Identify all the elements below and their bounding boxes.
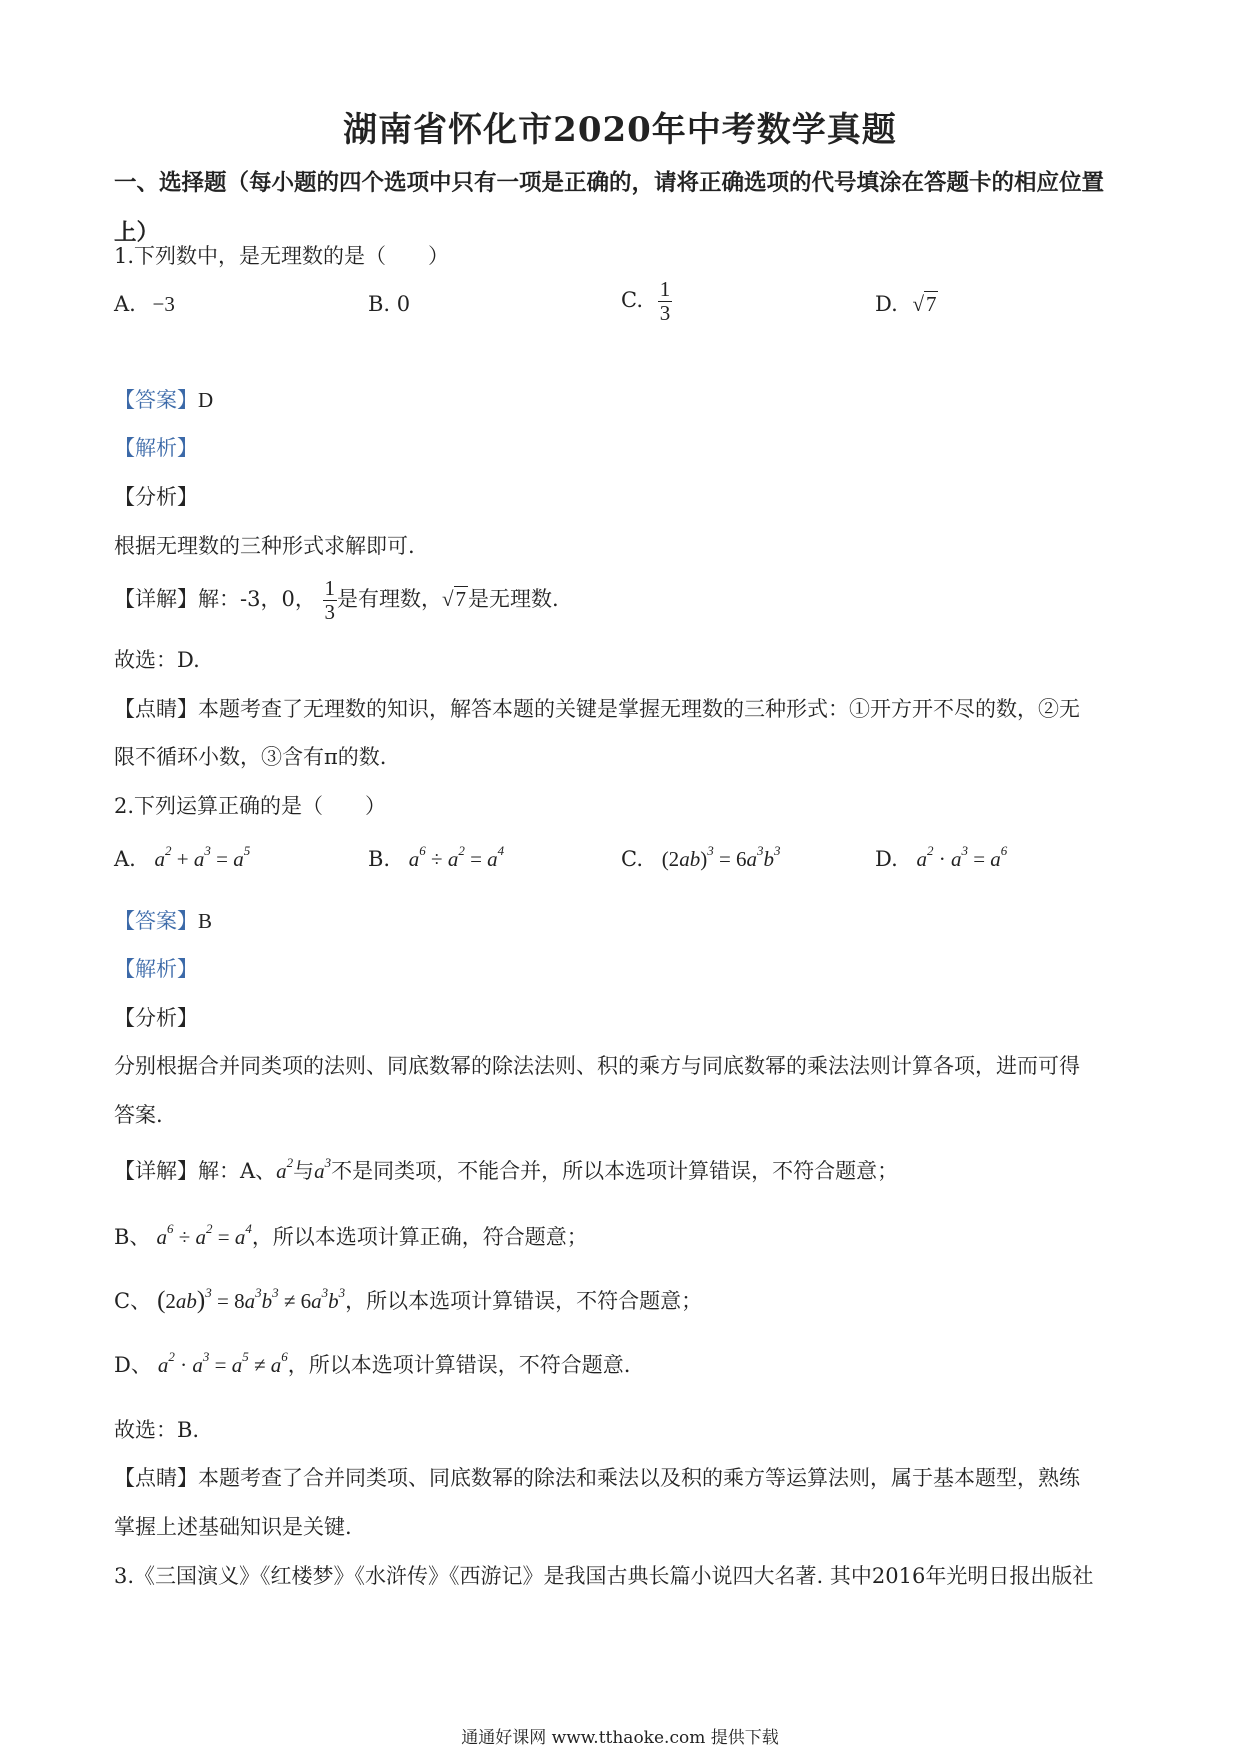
question-2-stem: 2.下列运算正确的是（ ） bbox=[114, 794, 387, 818]
q2-option-b: B. $a^6 \div a^2 = a^4$ bbox=[368, 843, 505, 871]
q1-jiexi-label: 【解析】 bbox=[114, 436, 198, 460]
fraction-one-third: $\frac{1}{3}$ bbox=[659, 277, 671, 326]
question-3-stem: 3.《三国演义》《红楼梦》《水浒传》《西游记》是我国古典长篇小说四大名著. 其中2016年光明日报出版社 bbox=[114, 1564, 1094, 1588]
q1-fenxi-label: 【分析】 bbox=[114, 485, 198, 509]
q2-fenxi-cont: 答案. bbox=[114, 1103, 163, 1127]
q2-option-d: D. $a^2 \cdot a^3 = a^6$ bbox=[875, 843, 1008, 871]
q1-detail: 【详解】解：-3，0， $\frac{1}{3}$ 是有理数，√7是无理数. bbox=[114, 576, 559, 625]
q2-detail-a: 【详解】解：A、$a^2$与$a^3$不是同类项，不能合并，所以本选项计算错误，不符合题意； bbox=[114, 1155, 899, 1183]
q1-option-b: B. 0 bbox=[368, 292, 411, 316]
fraction-one-third: $\frac{1}{3}$ bbox=[324, 576, 336, 625]
q2-answer: 【答案】B bbox=[114, 909, 213, 933]
q2-fenxi-label: 【分析】 bbox=[114, 1006, 198, 1030]
q1-dianjing-cont: 限不循环小数，③含有π的数. bbox=[114, 745, 387, 769]
q2-option-a: A. $a^2 + a^3 = a^5$ bbox=[114, 843, 251, 871]
q2-fenxi-text: 分别根据合并同类项的法则、同底数幂的除法法则、积的乘方与同底数幂的乘法法则计算各项，进而可得 bbox=[114, 1054, 1080, 1078]
page-footer: 通通好课网 www.tthaoke.com 提供下载 bbox=[461, 1728, 779, 1748]
q2-dianjing-cont: 掌握上述基础知识是关键. bbox=[114, 1515, 352, 1539]
q2-detail-d: D、 $a^2 \cdot a^3 = a^5 \ne a^6$，所以本选项计算错误，不符合题意. bbox=[114, 1349, 631, 1377]
question-1-stem: 1.下列数中，是无理数的是（ ） bbox=[114, 244, 450, 268]
q1-option-a: A. −3 bbox=[114, 292, 175, 316]
q1-dianjing: 【点睛】本题考查了无理数的知识，解答本题的关键是掌握无理数的三种形式：①开方开不尽的数，②无 bbox=[114, 697, 1080, 721]
q1-fenxi-text: 根据无理数的三种形式求解即可. bbox=[114, 534, 415, 558]
sqrt-7: √7 bbox=[912, 292, 937, 316]
q1-answer: 【答案】D bbox=[114, 388, 214, 412]
q2-option-c: C. $(2ab)^3 = 6a^3b^3$ bbox=[621, 843, 781, 871]
sqrt-7: √7 bbox=[442, 587, 467, 612]
q2-dianjing: 【点睛】本题考查了合并同类项、同底数幂的除法和乘法以及积的乘方等运算法则，属于基本题型，熟练 bbox=[114, 1466, 1080, 1490]
q1-option-d: D. √7 bbox=[875, 292, 937, 316]
section-heading: 一、选择题（每小题的四个选项中只有一项是正确的，请将正确选项的代号填涂在答题卡的相应位置上） bbox=[114, 170, 1105, 246]
q1-conclusion: 故选：D. bbox=[114, 648, 200, 672]
q2-detail-b: B、 $a^6 \div a^2 = a^4$，所以本选项计算正确，符合题意； bbox=[114, 1221, 588, 1249]
page-title: 湖南省怀化市2020年中考数学真题 bbox=[343, 110, 897, 150]
q2-jiexi-label: 【解析】 bbox=[114, 957, 198, 981]
q1-option-c: C. $\frac{1}{3}$ bbox=[621, 277, 671, 326]
q2-conclusion: 故选：B. bbox=[114, 1418, 200, 1442]
q2-detail-c: C、 $(2ab)^3 = 8a^3b^3 \ne 6a^3b^3$，所以本选项计算错误，不符合题意； bbox=[114, 1285, 703, 1314]
